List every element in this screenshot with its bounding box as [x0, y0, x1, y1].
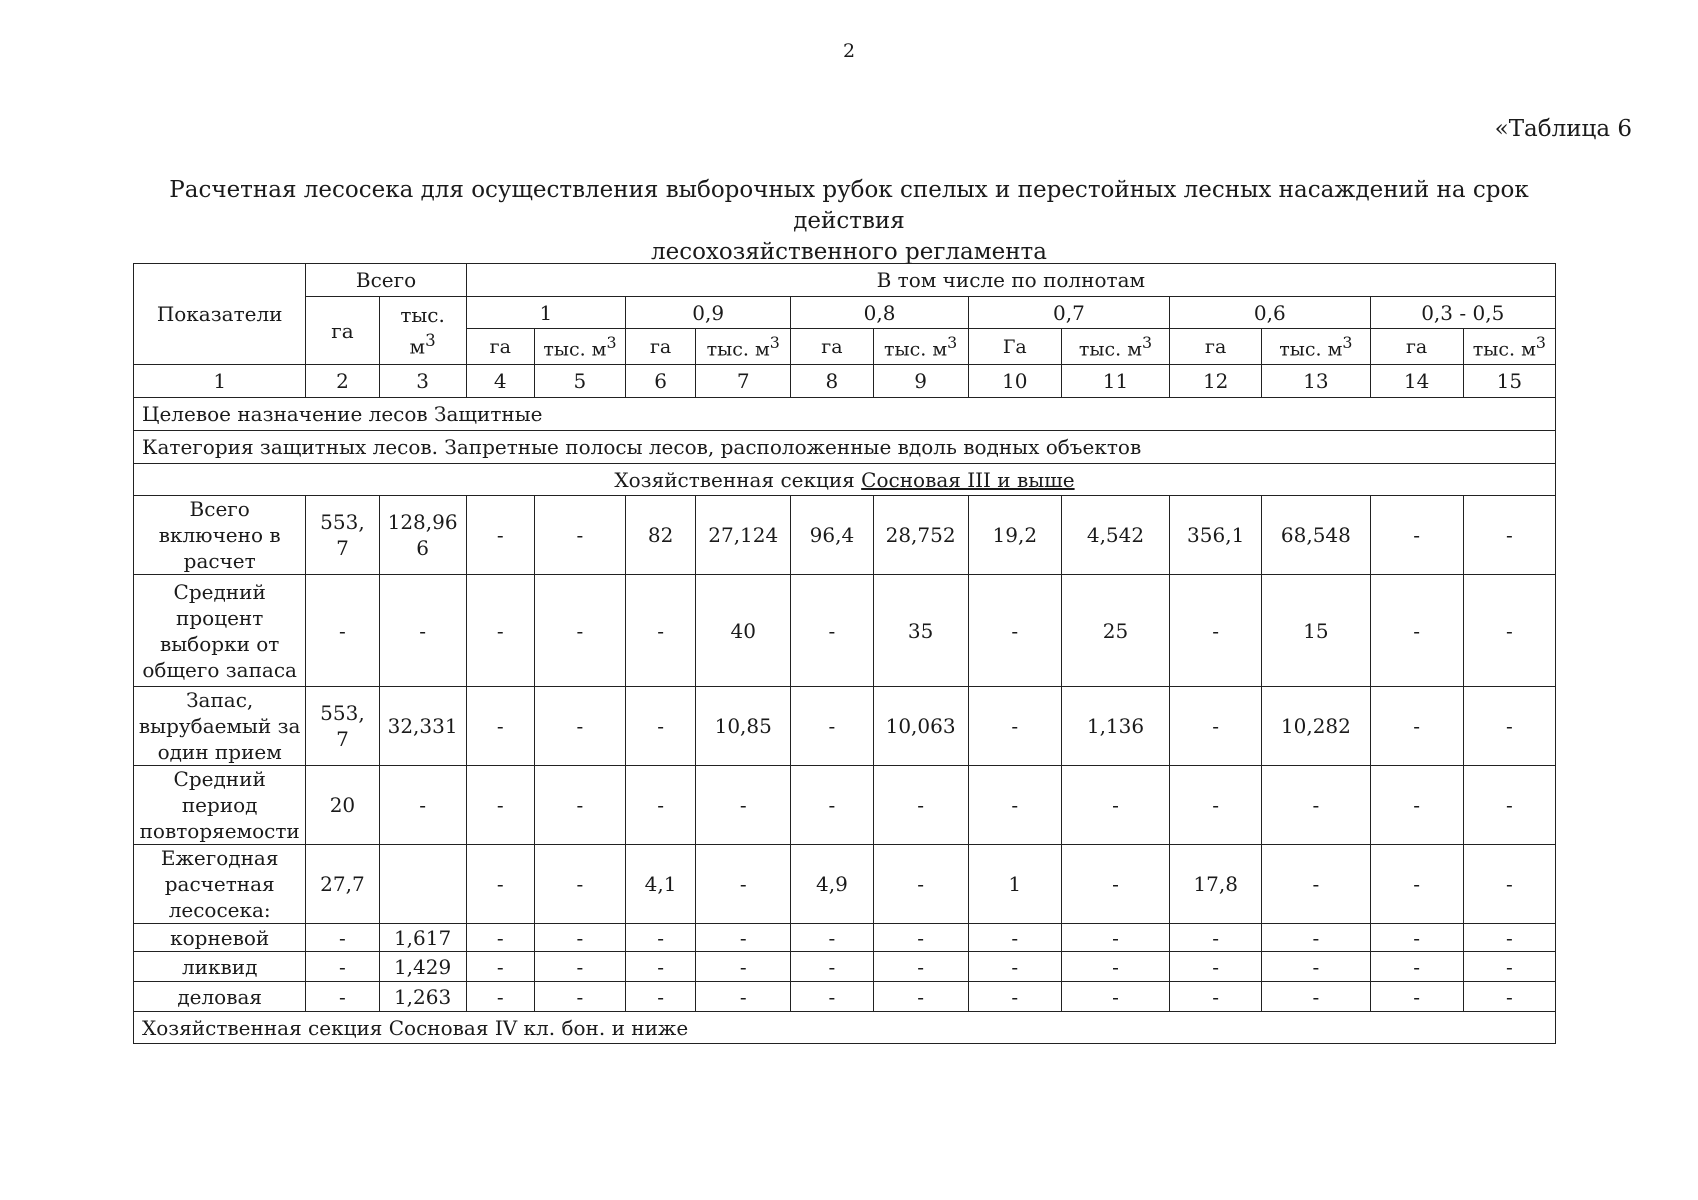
table-cell: - — [626, 982, 696, 1012]
row-label-line: Запас, — [186, 688, 254, 712]
table-cell: 68,548 — [1262, 496, 1370, 575]
table-cell: - — [873, 924, 968, 952]
table-row — [134, 952, 1556, 982]
table-cell: - — [791, 952, 873, 982]
cube-superscript: 3 — [425, 330, 436, 350]
table-cell: - — [1463, 687, 1555, 766]
table-row — [134, 575, 1556, 687]
row-label-line: расчетная — [164, 872, 275, 896]
table-cell: - — [534, 924, 625, 952]
table-cell: - — [1370, 952, 1463, 982]
table-cell: - — [791, 766, 873, 845]
section-purpose: Целевое назначение лесов Защитные — [134, 398, 1556, 431]
cube-superscript: 3 — [1535, 333, 1546, 353]
cell-total — [379, 982, 466, 1012]
cell-line: 32,331 — [387, 714, 458, 738]
table-cell: 4,9 — [791, 845, 873, 924]
table-row — [134, 982, 1556, 1012]
cell-total — [379, 845, 466, 924]
header-row-1 — [134, 264, 1556, 297]
column-number: 3 — [379, 365, 466, 398]
table-cell: - — [1170, 952, 1262, 982]
table-cell: 4,542 — [1061, 496, 1169, 575]
table-cell: - — [466, 766, 534, 845]
header-density-0-7: 0,7 — [968, 297, 1169, 329]
table-cell: - — [1170, 982, 1262, 1012]
cell-total — [379, 924, 466, 952]
table-cell: - — [1370, 575, 1463, 687]
table-cell: 15 — [1262, 575, 1370, 687]
table-row — [134, 766, 1556, 845]
table-cell: - — [1061, 952, 1169, 982]
cell-total — [306, 687, 379, 766]
cell-line: 1,263 — [393, 984, 452, 1009]
section-row-econ-1 — [134, 464, 1556, 496]
table-cell: - — [1370, 687, 1463, 766]
header-unit-ha: Га — [968, 329, 1061, 365]
header-by-density: В том числе по полнотам — [466, 264, 1555, 297]
header-indicators: Показатели — [134, 264, 306, 365]
row-label-line: Средний — [173, 579, 266, 604]
cell-total — [306, 952, 379, 982]
table-cell: - — [1463, 952, 1555, 982]
table-cell: - — [1061, 924, 1169, 952]
row-label-line: выборки от — [160, 631, 280, 656]
table-cell: 28,752 — [873, 496, 968, 575]
header-unit-volume-text: тыс. м — [1472, 338, 1536, 361]
table-cell: - — [696, 952, 791, 982]
cell-total — [379, 952, 466, 982]
table-cell: - — [968, 766, 1061, 845]
table-cell: - — [466, 687, 534, 766]
cell-line: - — [339, 618, 346, 643]
table-cell: - — [873, 845, 968, 924]
table-cell: - — [1170, 575, 1262, 687]
row-label — [134, 687, 306, 766]
column-number: 1 — [134, 365, 306, 398]
table-cell: - — [873, 766, 968, 845]
table-row — [134, 687, 1556, 766]
cell-line: - — [419, 618, 426, 643]
table-cell: - — [873, 982, 968, 1012]
header-unit-volume-text: тыс. м — [1078, 338, 1143, 361]
row-label — [134, 952, 306, 982]
table-cell: 356,1 — [1170, 496, 1262, 575]
column-number: 4 — [466, 365, 534, 398]
table-cell: 40 — [696, 575, 791, 687]
column-number: 15 — [1463, 365, 1555, 398]
table-cell: - — [534, 766, 625, 845]
column-number: 13 — [1262, 365, 1370, 398]
cell-line: - — [419, 793, 426, 817]
header-unit-volume-text: тыс. м — [883, 338, 948, 361]
table-cell: - — [626, 575, 696, 687]
column-number-row — [134, 365, 1556, 398]
cube-superscript: 3 — [769, 333, 780, 353]
cell-total — [306, 496, 379, 575]
table-cell: - — [466, 845, 534, 924]
header-total-volume-line2: м — [409, 334, 426, 359]
table-cell: - — [1463, 982, 1555, 1012]
table-label: «Таблица 6 — [1494, 116, 1632, 142]
table-cell: - — [1262, 982, 1370, 1012]
cell-line: 128,96 — [387, 510, 458, 534]
column-number: 6 — [626, 365, 696, 398]
table-cell: 4,1 — [626, 845, 696, 924]
table-cell: - — [466, 924, 534, 952]
row-label-line: лесосека: — [168, 898, 271, 922]
table-cell: - — [534, 845, 625, 924]
cell-line: 7 — [336, 536, 349, 560]
section-econ-1-underlined: Сосновая III и выше — [861, 467, 1075, 492]
header-row-2 — [134, 297, 1556, 329]
cell-total — [306, 575, 379, 687]
cell-line: 1,429 — [393, 954, 452, 979]
allowable-cut-table — [133, 263, 1556, 1044]
cell-line: - — [339, 984, 346, 1009]
table-cell: - — [1262, 845, 1370, 924]
table-cell: - — [466, 496, 534, 575]
table-cell: - — [626, 924, 696, 952]
column-number: 10 — [968, 365, 1061, 398]
header-total: Всего — [306, 264, 466, 297]
table-cell: - — [1061, 982, 1169, 1012]
table-cell: - — [968, 687, 1061, 766]
header-total-volume — [379, 297, 466, 365]
row-label — [134, 982, 306, 1012]
table-cell: - — [791, 982, 873, 1012]
header-density-0-8: 0,8 — [791, 297, 968, 329]
table-cell: - — [968, 952, 1061, 982]
page-number: 2 — [842, 40, 856, 62]
table-cell: - — [968, 924, 1061, 952]
section-econ-1 — [134, 464, 1556, 496]
row-label-line: корневой — [170, 925, 270, 950]
table-cell: - — [791, 575, 873, 687]
table-cell: 17,8 — [1170, 845, 1262, 924]
row-label — [134, 766, 306, 845]
table-cell: - — [466, 952, 534, 982]
column-number: 9 — [873, 365, 968, 398]
header-unit-volume — [1262, 329, 1370, 365]
section-econ-1-prefix: Хозяйственная секция — [614, 467, 862, 492]
table-cell: - — [1061, 845, 1169, 924]
cell-total — [379, 687, 466, 766]
header-unit-ha: га — [466, 329, 534, 365]
row-label — [134, 924, 306, 952]
header-unit-volume-text: тыс. м — [706, 338, 770, 361]
header-density-0-6: 0,6 — [1170, 297, 1370, 329]
header-unit-ha: га — [791, 329, 873, 365]
header-unit-volume — [696, 329, 791, 365]
row-label-line: процент — [176, 605, 264, 630]
header-total-volume-line1: тыс. — [400, 302, 445, 327]
table-cell: 1 — [968, 845, 1061, 924]
table-cell: - — [466, 982, 534, 1012]
table-row — [134, 924, 1556, 952]
header-unit-volume-text: тыс. м — [1279, 338, 1343, 361]
column-number: 8 — [791, 365, 873, 398]
table-cell: 96,4 — [791, 496, 873, 575]
table-cell: - — [696, 845, 791, 924]
row-label-line: ликвид — [181, 954, 258, 979]
table-cell: 10,85 — [696, 687, 791, 766]
header-unit-volume-text: тыс. м — [543, 338, 607, 361]
section-row-econ-2 — [134, 1012, 1556, 1044]
table-cell: - — [1370, 924, 1463, 952]
row-label-line: период — [181, 793, 258, 817]
row-label-line: Ежегодная — [160, 846, 279, 870]
header-unit-volume — [873, 329, 968, 365]
table-cell: - — [534, 687, 625, 766]
table-cell: - — [1370, 845, 1463, 924]
table-row — [134, 496, 1556, 575]
cell-total — [306, 924, 379, 952]
table-cell: - — [534, 496, 625, 575]
cube-superscript: 3 — [1342, 333, 1353, 353]
row-label-line: деловая — [177, 984, 263, 1009]
cell-line: 27,7 — [320, 872, 365, 896]
table-cell: - — [873, 952, 968, 982]
row-label-line: общего запаса — [142, 657, 297, 682]
table-cell: - — [1463, 575, 1555, 687]
document-title — [140, 175, 1558, 268]
title-line-1: Расчетная лесосека для осуществления выборочных рубок спелых и перестойных лесных насаждений на срок действия — [169, 177, 1529, 234]
cell-line: 553, — [320, 701, 365, 725]
table-cell: 35 — [873, 575, 968, 687]
cell-line: - — [339, 954, 346, 979]
cell-line: - — [339, 925, 346, 950]
column-number: 5 — [534, 365, 625, 398]
header-unit-ha: га — [1170, 329, 1262, 365]
header-density-0-3-0-5: 0,3 - 0,5 — [1370, 297, 1556, 329]
header-density-0-9: 0,9 — [626, 297, 791, 329]
table-cell: - — [1170, 924, 1262, 952]
table-cell: - — [1170, 766, 1262, 845]
cell-total — [306, 766, 379, 845]
header-unit-volume — [1061, 329, 1169, 365]
table-cell: - — [534, 982, 625, 1012]
cell-total — [306, 845, 379, 924]
cell-line: 1,617 — [393, 925, 452, 950]
row-label — [134, 496, 306, 575]
row-label-line: один прием — [157, 740, 282, 764]
table-row — [134, 845, 1556, 924]
table-cell: - — [466, 575, 534, 687]
cube-superscript: 3 — [606, 333, 617, 353]
table-cell: - — [1463, 845, 1555, 924]
row-label-line: Средний — [173, 767, 266, 791]
table-cell: - — [626, 952, 696, 982]
table-cell: - — [696, 766, 791, 845]
header-unit-ha: га — [1370, 329, 1463, 365]
row-label-line: Всего — [189, 497, 250, 521]
column-number: 11 — [1061, 365, 1169, 398]
table-cell: - — [626, 687, 696, 766]
row-label — [134, 845, 306, 924]
section-econ-2: Хозяйственная секция Сосновая IV кл. бон. и ниже — [134, 1012, 1556, 1044]
cell-total — [306, 982, 379, 1012]
table-cell: - — [1262, 766, 1370, 845]
table-cell: - — [626, 766, 696, 845]
header-unit-ha: га — [626, 329, 696, 365]
row-label-line: вырубаемый за — [138, 714, 301, 738]
table-cell: - — [534, 575, 625, 687]
header-total-ha: га — [306, 297, 379, 365]
table-cell: 25 — [1061, 575, 1169, 687]
cell-line: 20 — [329, 793, 356, 817]
table-cell: 19,2 — [968, 496, 1061, 575]
table-cell: - — [1463, 924, 1555, 952]
section-category: Категория защитных лесов. Запретные полосы лесов, расположенные вдоль водных объектов — [134, 431, 1556, 464]
header-unit-volume — [534, 329, 625, 365]
table-cell: - — [1061, 766, 1169, 845]
table-cell: - — [696, 982, 791, 1012]
section-row-purpose — [134, 398, 1556, 431]
table-cell: 82 — [626, 496, 696, 575]
header-density-1: 1 — [466, 297, 625, 329]
table-cell: - — [1463, 766, 1555, 845]
column-number: 12 — [1170, 365, 1262, 398]
table-cell: - — [1463, 496, 1555, 575]
column-number: 7 — [696, 365, 791, 398]
cube-superscript: 3 — [947, 333, 958, 353]
cell-total — [379, 766, 466, 845]
table-cell: - — [968, 575, 1061, 687]
table-cell: - — [1262, 952, 1370, 982]
table-cell: - — [696, 924, 791, 952]
column-number: 2 — [306, 365, 379, 398]
cell-line: 6 — [416, 536, 429, 560]
table-cell: - — [1170, 687, 1262, 766]
column-number: 14 — [1370, 365, 1463, 398]
table-cell: - — [791, 924, 873, 952]
table-cell: - — [791, 687, 873, 766]
cell-total — [379, 575, 466, 687]
table-cell: 1,136 — [1061, 687, 1169, 766]
section-row-category — [134, 431, 1556, 464]
title-line-2: лесохозяйственного регламента — [650, 239, 1047, 265]
table-cell: 27,124 — [696, 496, 791, 575]
table-cell: - — [1370, 496, 1463, 575]
cell-line: 553, — [320, 510, 365, 534]
cell-line: 7 — [336, 727, 349, 751]
row-label-line: повторяемости — [139, 819, 300, 843]
cube-superscript: 3 — [1142, 333, 1153, 353]
row-label-line: расчет — [183, 549, 256, 573]
row-label-line: включено в — [158, 523, 281, 547]
cell-total — [379, 496, 466, 575]
table-cell: 10,063 — [873, 687, 968, 766]
table-cell: - — [1262, 924, 1370, 952]
row-label — [134, 575, 306, 687]
table-cell: 10,282 — [1262, 687, 1370, 766]
table-cell: - — [968, 982, 1061, 1012]
table-cell: - — [1370, 766, 1463, 845]
table-cell: - — [1370, 982, 1463, 1012]
header-unit-volume — [1463, 329, 1555, 365]
table-cell: - — [534, 952, 625, 982]
